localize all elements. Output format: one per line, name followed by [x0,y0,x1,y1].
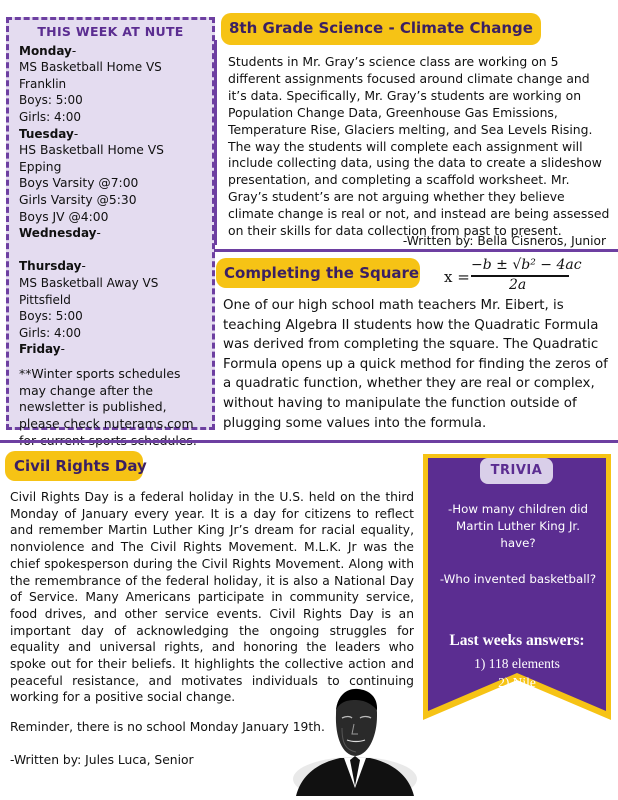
thursday-line: MS Basketball Away VS [19,275,159,290]
day-wednesday: Wednesday - [19,225,202,242]
square-article-body: One of our high school math teachers Mr. Eibert, is teaching Algebra II students how the Quadratic Formula was derived from completing the square. The Quadratic Formula opens up a quick method for finding the zeros of a quadratic function, whether they are real or complex, without having to manipulate the function outside of plugging some values into the formula. [223,298,608,431]
tuesday-line: Boys JV @4:00 [19,209,109,224]
formula-lhs: x = [444,268,470,286]
science-byline: -Written by: Bella Cisneros, Junior [402,234,606,248]
trivia-answer-1: 1) 118 elements [474,656,560,671]
science-article-body: Students in Mr. Gray’s science class are working on 5 different assignments focused around climate change and it’s data. Specifically, Mr. Gray’s students are working on Population Change Data, Greenhouse Gas Emissions, Temperature Rise, Glaciers melting, and Sea Levels Rising. The way the students will complete each assignment will include collecting data, using the data to create a slideshow presentation, and completing a scaffold worksheet. Mr. Gray’s student’s are not arguing whether they believe climate change is real or not, and instead are being assessed on their skills for data collection from past to present. [228,54,610,239]
sports-schedule-note: **Winter sports schedules may change after the newsletter is published, please check nuterams.com [19,365,194,431]
mlk-portrait-illustration [292,684,417,796]
formula-denominator: 2a [509,277,527,293]
thursday-line: Girls: 4:00 [19,325,81,340]
last-weeks-answers-heading: Last weeks answers: [449,632,585,649]
square-article-title: Completing the Square [216,258,420,288]
day-monday: Monday - [19,43,202,60]
monday-line: Girls: 4:00 [19,109,81,124]
week-schedule-box [6,17,215,430]
tuesday-line: HS Basketball Home VS Epping [19,143,164,174]
week-title: THIS WEEK AT NUTE [37,24,184,39]
civil-rights-article-title: Civil Rights Day [5,451,143,481]
science-left-divider [214,40,217,245]
civil-rights-article-body: Civil Rights Day is a federal holiday in the U.S. held on the third Monday of January every year. It is a day for citizens to reflect and remember Martin Luther King Jr’s dream for racial equality, nonviolence and The Civil Rights Movement. M.L.K. Jr was the chief spokesperson during the Civil Rights Movement. Along with the remembrance of the federal holiday, it is also a National Day of Service. Many Americans participate in community service, food drives, and other service events. Civil Rights Day is an important day of acknowledging the ongoing struggles for equality and universal rights, and honoring the leaders who spoke out for their beliefs. It highlights the collective action and peaceful resistance, and motivates individuals to continuing working for a positive social change. [10,490,414,705]
section-divider [0,440,618,443]
section-divider [214,249,618,252]
no-school-reminder: Reminder, there is no school Monday January 19th. [10,720,325,734]
civil-rights-byline: -Written by: Jules Luca, Senior [10,753,194,767]
formula-numerator: −b ± √b² − 4ac [471,257,582,273]
day-tuesday: Tuesday - [19,126,202,143]
trivia-answer-2: 2) Nile [498,675,536,690]
quadratic-formula [444,257,582,297]
science-article-title: 8th Grade Science - Climate Change [221,13,541,45]
trivia-question-1: -How many children did Martin Luther King Jr. have? [447,502,588,550]
tuesday-line: Girls Varsity @5:30 [19,192,137,207]
monday-line: MS Basketball Home VS Franklin [19,60,162,91]
day-friday: Friday - [19,341,202,358]
tuesday-line: Boys Varsity @7:00 [19,176,139,191]
thursday-line: Boys: 5:00 [19,309,83,324]
trivia-title: TRIVIA [480,458,553,484]
thursday-line: Pittsfield [19,292,71,307]
day-thursday: Thursday - [19,258,202,275]
monday-line: Boys: 5:00 [19,93,83,108]
trivia-question-2: -Who invented basketball? [439,572,597,586]
